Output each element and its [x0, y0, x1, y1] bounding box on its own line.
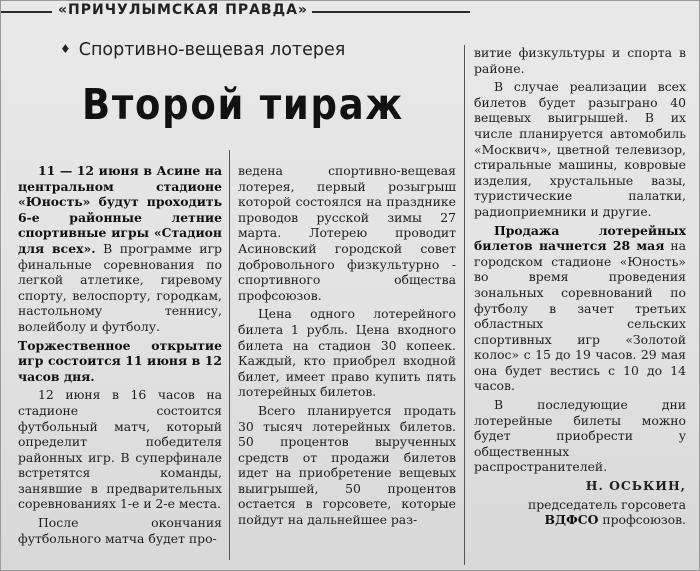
development-paragraph: витие физкультуры и спорта в районе. — [474, 45, 686, 76]
article-column-1 — [18, 163, 222, 549]
signature-role — [474, 497, 686, 528]
distributors-paragraph: В последующие дни лотерейные билеты можно будет приобрести у общественных распространителей. — [474, 397, 686, 475]
signature-role-line-1: председатель горсовета — [527, 496, 686, 512]
rubric-text: Спортивно-вещевая лотерея — [78, 40, 346, 60]
rubric — [60, 40, 345, 60]
price-paragraph: Цена одного лотерейного билета 1 рубль. Цена входного билета на стадион 30 копеек. Каждый, кто приобрел входной билет, имеет право купить пять лотерейных билетов. — [238, 306, 456, 400]
newspaper-name: «ПРИЧУЛЫМСКАЯ ПРАВДА» — [58, 2, 308, 18]
masthead-rule-right — [312, 11, 470, 13]
signature-name: Н. ОСЬКИН, — [585, 478, 686, 494]
column-divider-1 — [229, 150, 230, 560]
masthead — [0, 0, 470, 22]
lead-paragraph — [18, 163, 222, 335]
signature-organization: ВДФСО — [544, 512, 599, 528]
lead-text: В программе игр финальные соревнования по легкой атлетике, гиревому спорту, велоспорту, городкам, настольному теннису, волейболу и футболу. — [18, 240, 222, 334]
signature-role-line-2: профсоюзов. — [602, 512, 686, 528]
match-paragraph: 12 июня в 16 часов на стадионе состоится футбольный матч, который определит победителя районных игр. В суперфинале встретятся команды, занявшие в предварительных соревнованиях 1-е и 2-е места. — [18, 387, 222, 512]
opening-paragraph — [18, 338, 222, 385]
prizes-paragraph: В случае реализации всех билетов будет разыграно 40 вещевых выигрышей. В их числе планируется автомобиль «Москвич», цветной телевизор, стиральные машины, ковровые изделия, хрустальные вазы, туристические палатки, радиоприемники и другие. — [474, 79, 686, 219]
diamond-bullet-icon: ♦ — [60, 42, 71, 56]
article-headline: Второй тираж — [82, 80, 404, 130]
lead-bold-text: 11 — 12 июня в Асине на центральном стадионе «Юность» будут проходить 6-е районные летние спортивные игры «Стадион для всех». — [18, 163, 222, 256]
sale-bold-text: Продажа лотерейных билетов начнется 28 мая — [474, 222, 686, 254]
masthead-rule-left — [0, 11, 52, 13]
sale-text: на городском стадионе «Юность» во время проведения зональных соревнований по футболу в зачет третьих областных сельских спортивных игр «Золотой колос» с 15 до 19 часов. 29 мая она будет вестись с 10 до 14 часов. — [474, 238, 686, 394]
sale-paragraph — [474, 223, 686, 395]
column-divider-2 — [464, 45, 465, 565]
article-column-2 — [238, 163, 456, 531]
opening-bold-text: Торжественное открытие игр состоится 11 июня в 12 часов дня. — [18, 337, 222, 384]
planned-sales-paragraph: Всего планируется продать 30 тысяч лотерейных билетов. 50 процентов вырученных средств от продажи билетов идет на приобретение вещевых выигрышей, 50 процентов остается в горсовете, которые пойдут на дальнейшее раз- — [238, 402, 456, 528]
article-column-3 — [474, 45, 686, 531]
after-match-paragraph: После окончания футбольного матча будет про- — [18, 515, 222, 546]
lottery-paragraph: ведена спортивно-вещевая лотерея, первый розыгрыш которой состоялся на празднике проводов русской зимы 27 марта. Лотерею проводит Асиновский городской совет добровольного физкультурно - спортивного общества профсоюзов. — [238, 163, 456, 303]
